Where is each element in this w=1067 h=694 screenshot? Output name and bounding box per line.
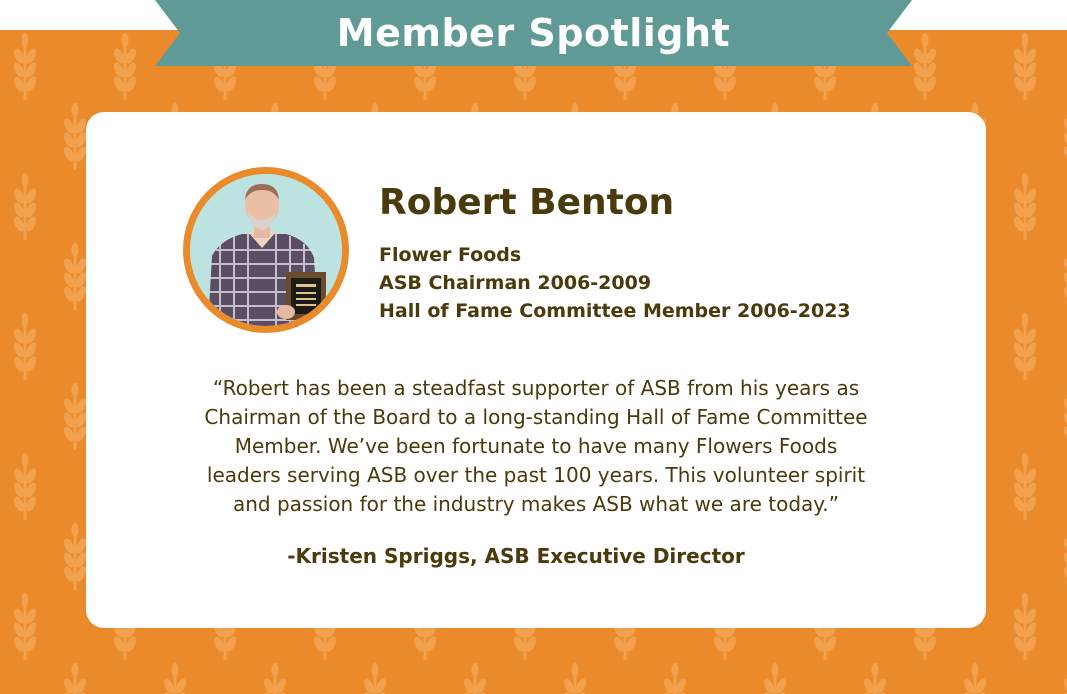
quote-line: and passion for the industry makes ASB what we are today.” [232, 492, 839, 516]
quote-attribution: -Kristen Spriggs, ASB Executive Director [287, 544, 745, 568]
person-holding-award-icon [190, 174, 342, 326]
member-name: Robert Benton [379, 182, 675, 223]
member-company: Flower Foods [379, 244, 522, 266]
member-details [379, 241, 851, 325]
quote-line: Chairman of the Board to a long-standing Hall of Fame Committee [204, 405, 868, 429]
member-committee: Hall of Fame Committee Member 2006-2023 [379, 300, 851, 322]
banner-title: Member Spotlight [336, 11, 731, 55]
profile-photo [190, 174, 342, 326]
quote-line: leaders serving ASB over the past 100 years. This volunteer spirit [206, 463, 866, 487]
testimonial-quote [146, 374, 926, 519]
spotlight-card [86, 112, 986, 628]
quote-line: “Robert has been a steadfast supporter of ASB from his years as [212, 376, 860, 400]
profile-photo-frame [183, 167, 349, 333]
member-spotlight-banner [155, 0, 912, 66]
quote-line: Member. We’ve been fortunate to have many Flowers Foods [234, 434, 838, 458]
member-role: ASB Chairman 2006-2009 [379, 272, 652, 294]
